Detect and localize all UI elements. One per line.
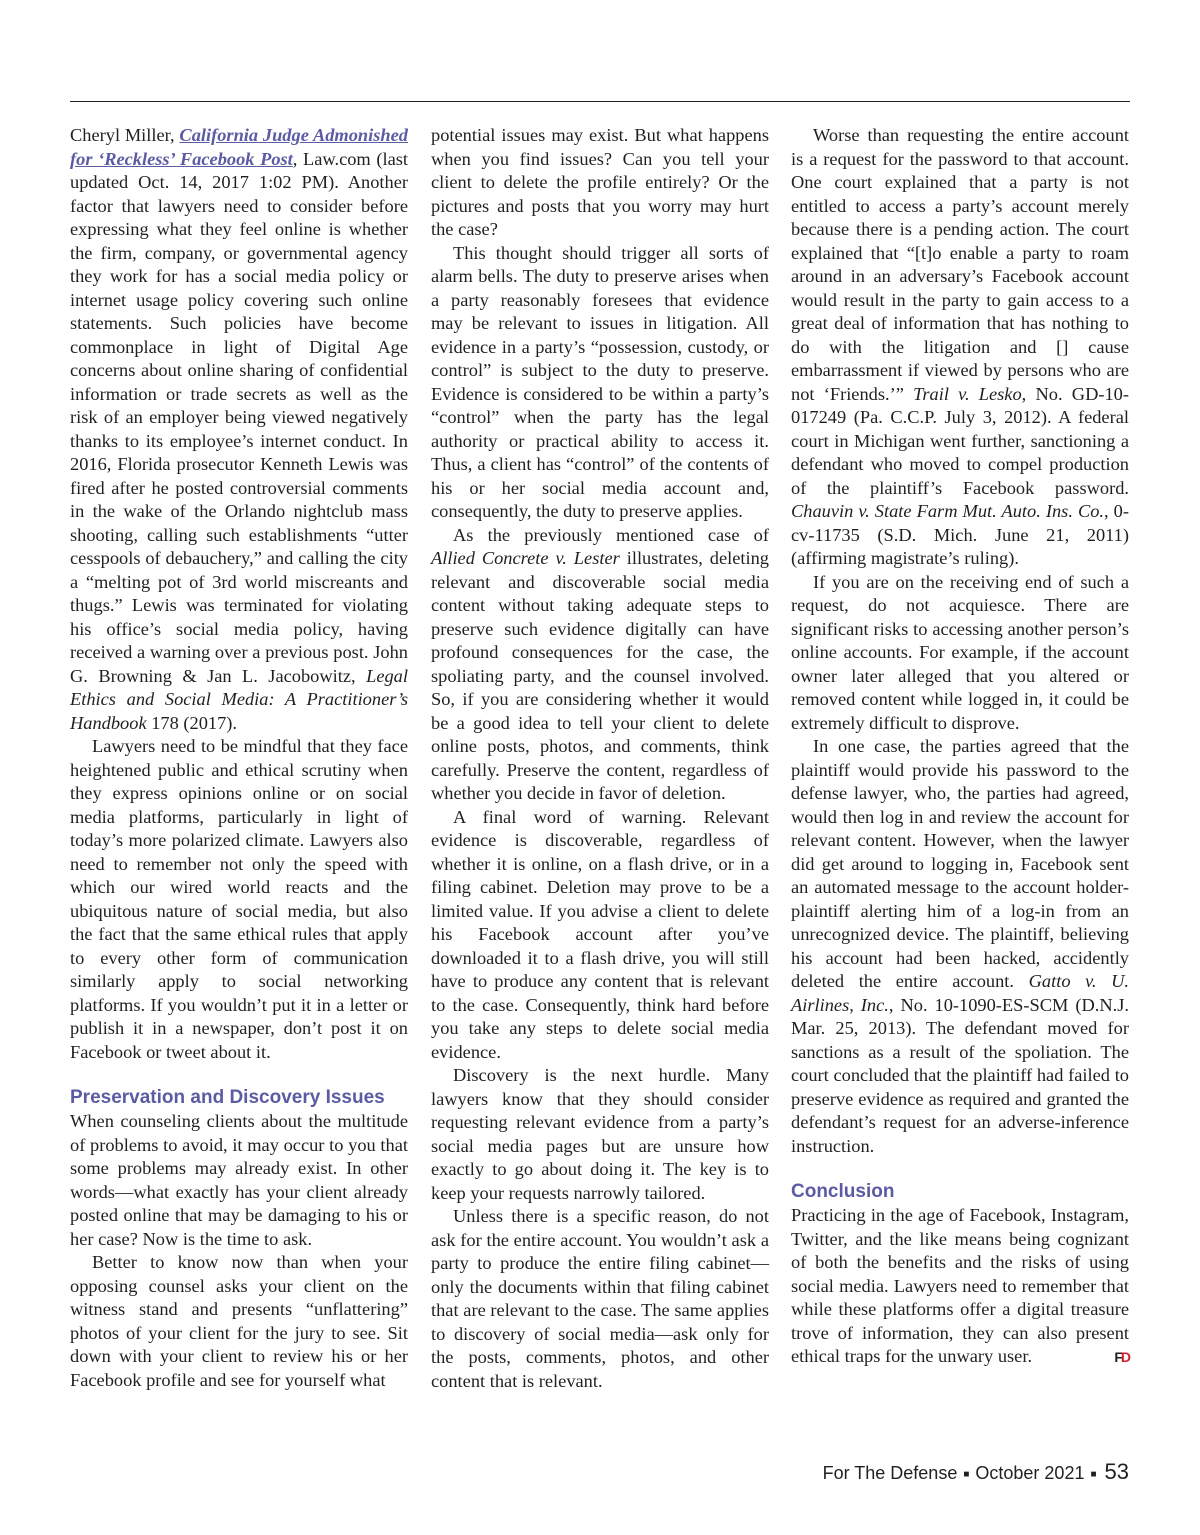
case-name: Allied Concrete v. Lester [431,548,620,568]
separator-icon: ■ [963,1469,970,1480]
publication-name: For The Defense [822,1463,958,1483]
case-name: Gatto v. U. Airlines, Inc. [791,971,1129,1015]
paragraph: When counseling clients about the multitude of problems to avoid, it may occur to you that some problems may already exist. In other words—what exactly has your client already posted online that may be damaging to his or her case? Now is the time to ask. [70,1111,408,1249]
section-heading: Preservation and Discovery Issues [70,1087,385,1108]
paragraph: This thought should trigger all sorts of alarm bells. The duty to preserve arises when a party reasonably foresees that evidence may be relevant to issues in litigation. All evidence in a party’s “possession, custody, or control” is subject to the duty to preserve. Evidence is considered to be within a party’s “control” when the party has the legal authority or practical ability to access it. Thus, a client has “control” of the contents of his or her social media account and, consequently, the duty to preserve applies. [431,242,769,521]
paragraph: As the previously mentioned case of Allied Concrete v. Lester illustrates, deleting relevant and discoverable social media content without taking adequate steps to preserve such evidence digitally can have profound consequences for the case, the spoliating party, and the counsel involved. So, if you are considering whether it would be a good idea to tell your client to delete online posts, photos, and comments, think carefully. Preserve the content, regardless of whether you decide in favor of deletion. [431,524,769,803]
paragraph: If you are on the receiving end of such a request, do not acquiesce. There are significant risks to accessing another person’s online accounts. For example, if the account owner later alleged that you altered or removed content while logged in, it could be extremely difficult to disprove. [791,571,1129,733]
paragraph: Lawyers need to be mindful that they face heightened public and ethical scrutiny when they express opinions online or on social media platforms, particularly in light of today’s more polarized climate. Lawyers also need to remember not only the speed with which our wired world reacts and the ubiquitous nature of social media, but also the fact that the same ethical rules that apply to every other form of communication similarly apply to social networking platforms. If you wouldn’t put it in a letter or publish it in a newspaper, don’t post it on Facebook or tweet about it. [70,736,408,1062]
paragraph: Cheryl Miller, California Judge Admonished for ‘Reckless’ Facebook Post, Law.com (last updated Oct. 14, 2017 1:02 PM). Another factor that lawyers need to consider before expressing what they feel online is whether the firm, company, or governmental agency they work for has a social media policy or internet usage policy covering such online statements. Such policies have become commonplace in light of Digital Age concerns about online sharing of confidential information or trade secrets as well as the risk of an employer being viewed negatively thanks to its employee’s internet conduct. In 2016, Florida prosecutor Kenneth Lewis was fired after he posted controversial comments in the wake of the Orlando nightclub mass shooting, calling such establishments “utter cesspools of debauchery,” and calling the city a “melting pot of 3rd world miscreants and thugs.” Lewis was terminated for violating his office’s social media policy, having received a warning over a previous post. John G. Browning & Jan L. Jacobowitz, Legal Ethics and Social Media: A Practitioner’s Handbook 178 (2017). [70,125,408,733]
page-footer [823,1458,1129,1489]
paragraph: In one case, the parties agreed that the plaintiff would provide his password to the defense lawyer, who, the parties had agreed, would then log in and review the account for relevant content. However, when the lawyer did get around to logging in, Facebook sent an automated message to the account holder-plaintiff alerting him of a log-in from an unrecognized device. The plaintiff, believing his account had been hacked, accidently deleted the entire account. Gatto v. U. Airlines, Inc., No. 10-1090-ES-SCM (D.N.J. Mar. 25, 2013). The defendant moved for sanctions as a result of the spoliation. The court concluded that the plaintiff had failed to preserve evidence as required and granted the defendant’s request for an adverse-inference instruction. [791,736,1129,1156]
citation-link[interactable]: California Judge Admonished for ‘Reckless’ Facebook Post [70,125,408,169]
case-name: Trail v. Lesko [913,383,1022,404]
header-rule [70,101,1130,102]
page-number: 53 [1104,1459,1129,1484]
paragraph: A final word of warning. Relevant evidence is discoverable, regardless of whether it is online, on a flash drive, or in a filing cabinet. Deletion may prove to be a limited value. If you advise a client to delete his Facebook account after you’ve downloaded it to a flash drive, you will still have to produce any content that is relevant to the case. Consequently, think hard before you take any steps to delete social media evidence. [431,806,769,1062]
paragraph: Better to know now than when your opposing counsel asks your client on the witness stand and presents “unflattering” photos of your client for the jury to see. Sit down with your client to review his or her Facebook profile and see for yourself what [70,1252,408,1390]
fd-end-mark-icon: FD [1114,1349,1129,1365]
separator-icon: ■ [1090,1469,1097,1480]
section-heading: Conclusion [791,1181,895,1202]
case-name: Chauvin v. State Farm Mut. Auto. Ins. Co. [791,501,1105,521]
book-title: Legal Ethics and Social Media: A Practitioner’s Handbook [70,665,408,733]
column-2 [431,124,769,1393]
paragraph: Discovery is the next hurdle. Many lawyers know that they should consider requesting relevant evidence from a party’s social media pages but are unsure how exactly to go about doing it. The key is to keep your requests narrowly tailored. [431,1065,769,1203]
column-1 [70,124,408,1392]
issue-date: October 2021 [975,1463,1085,1483]
column-3 [791,124,1129,1369]
paragraph: Worse than requesting the entire account is a request for the password to that account. One court explained that a party is not entitled to access a party’s account merely because there is a pending action. The court explained that “[t]o enable a party to roam around in an adversary’s Facebook account would result in the party to gain access to a great deal of information that has nothing to do with the litigation and [] cause embarrassment if viewed by persons who are not ‘Friends.’” Trail v. Lesko, No. GD-10-017249 (Pa. C.C.P. July 3, 2012). A federal court in Michigan went further, sanctioning a defendant who moved to compel production of the plaintiff’s Facebook password. Chauvin v. State Farm Mut. Auto. Ins. Co., 0-cv-11735 (S.D. Mich. June 21, 2011)(affirming magistrate’s ruling). [791,125,1129,568]
paragraph: potential issues may exist. But what happens when you find issues? Can you tell your client to delete the profile entirely? Or the pictures and posts that you worry may hurt the case? [431,125,769,239]
paragraph: Practicing in the age of Facebook, Instagram, Twitter, and the like means being cognizant of both the benefits and the risks of using social media. Lawyers need to remember that while these platforms offer a digital treasure trove of information, they can also present ethical traps for the unwary user. FD [791,1205,1129,1366]
paragraph: Unless there is a specific reason, do not ask for the entire account. You wouldn’t ask a party to produce the entire filing cabinet—only the documents within that filing cabinet that are relevant to the case. The same applies to discovery of social media—ask only for the posts, comments, photos, and other content that is relevant. [431,1206,769,1391]
